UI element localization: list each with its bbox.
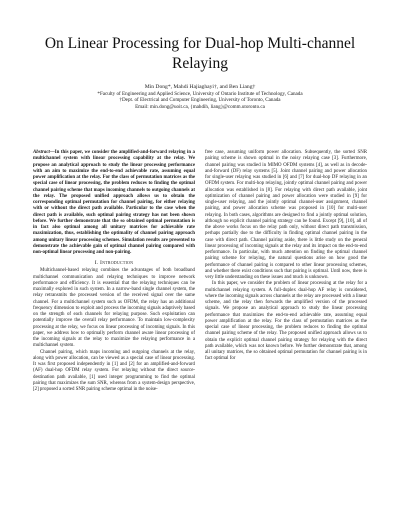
affiliation-block [33, 91, 367, 110]
right-column [205, 150, 367, 393]
left-column [33, 150, 195, 393]
intro-paragraph: In this paper, we consider the problem of linear processing at the relay for a multichannel relaying system. A full-duplex dual-hop AF relay is considered, where the incoming signals across channels at the relay are processed with a linear scheme, and the relay then forwards the amplified version of the processed signals. We propose an analytical approach to study the linear processing performance that maximizes the end-to-end achievable rate, assuming equal power amplification at the relay. For the class of permutation matrices as the special case of linear processing, the problem reduces to finding the optimal channel pairing scheme of the relay. The proposed unified approach allows us to obtain the explicit optimal channel pairing strategy for relaying with the direct path available, which was not known before. We further demonstrate that, among all unitary matrices, the so obtained optimal permutation for channel pairing is in fact optimal for [205, 281, 367, 362]
affiliation-line: *Faculty of Engineering and Applied Science, University of Ontario Institute of Technology, Canada [97, 91, 303, 97]
intro-paragraph: Multichannel-based relaying combines the advantages of both broadband multichannel communication and relaying techniques to improve network performance and efficiency. It is essential that the relaying techniques can be maximally explored in such system. In a narrow-band single channel system, the relay retransmits the processed version of the received signal over the same channel. For a multichannel system such as OFDM, the relay has an additional frequency dimension to exploit and process the incoming signals adaptively based on the strength of each channels for relaying purpose. Such exploitation can potentially improve the overall relay performance. To maintain low-complexity processing at the relay, we focus on linear processing of incoming signals. In this paper, we address how to optimally perform channel aware linear processing of the incoming signals at the relay to maximize the relaying performance in a multichannel system. [33, 268, 195, 349]
email-line: Email: min.dong@uoit.ca, {mahdih, liang}@comm.utoronto.ca [135, 103, 265, 110]
abstract [33, 150, 195, 256]
body-columns [33, 150, 367, 393]
abstract-body: —In this paper, we consider the amplified-and-forward relaying in a multichannel system with linear processing capability at the relay. We propose an analytical approach to study the linear processing performance with an aim to maximize the end-to-end achievable rate, assuming equal power amplification at the relay. For the class of permutation matrices as the special case of linear processing, the problem reduces to finding the optimal channel pairing scheme that maps incoming channels to outgoing channels at the relay. The proposed unified approach allows us to obtain the corresponding optimal permutation for channel pairing, for either relaying with or without the direct path available. Particular to the case when the direct path is available, such optimal pairing strategy has not been shown before. We further demonstrate that the so obtained optimal permutation is in fact also optimal among all unitary matrices for achievable rate maximization, thus, establishing the optimality of channel pairing approach among unitary linear processing schemes. Simulation results are presented to demonstrate the achievable gain of optimal channel pairing compared with non-optimal linear processing and non-pairing. [33, 150, 195, 255]
author-line: Min Dong*, Mahdi Hajiaghayi†, and Ben Liang† [144, 84, 256, 90]
section-heading-introduction: I. Introduction [94, 260, 134, 267]
paper-title: On Linear Processing for Dual-hop Multi-channel Relaying [44, 35, 356, 72]
affiliation-line: †Dept. of Electrical and Computer Engineering, University of Toronto, Canada [119, 97, 281, 104]
intro-paragraph: Channel pairing, which maps incoming and outgoing channels at the relay, along with power allocation, can be viewed as a special case of linear processing. It was first proposed independently in [1] and [2] for an amplified-and-forward (AF) dual-hop OFDM relay system. For relaying without the direct source-destination path available, [1] used integer programming to find the optimal pairing that maximizes the sum SNR, whereas from a system-design perspective, [2] proposed a sorted SNR pairing scheme optimal in the noise- [33, 349, 195, 392]
intro-paragraph-continued: free case, assuming uniform power allocation. Subsequently, the sorted SNR pairing scheme is shown optimal in the noisy relaying case [3]. Furthermore, channel pairing was studied in MIMO OFDM systems [4], as well as in decode-and-forward (DF) relay systems [5]. Joint channel pairing and power allocation for single-user relaying was studied in [6] and [7] for dual-hop DF relaying in an OFDM system. For multi-hop relaying, jointly optimal channel pairing and power allocation was established in [8]. For relaying with direct path available, joint optimization of channel pairing and power allocation were studied in [9] for single-user relaying, and the jointly optimal channel-user assignment, channel pairing, and power allocation scheme was proposed in [10] for multi-user relaying. In both cases, algorithms are designed to find a jointly optimal solution, although no explicit channel pairing strategy can be found. Except [9], [10], all of the above works focus on the relay path only, without direct path transmission, perhaps partially due to the difficulty in finding optimal channel pairing in the case with direct path. Channel pairing aside, there is little study on the general linear processing of incoming signals at the relay and its impact on the end-to-end performance. In particular, with much attention on finding the optimal channel pairing scheme for relaying, the natural questions arise on how good the performance of channel pairing is compared to other linear processing schemes, and whether there exist conditions such that pairing is optimal. Until now, there is very little understanding on these issues and much is unknown. [205, 150, 367, 280]
abstract-label: Abstract [33, 150, 50, 155]
